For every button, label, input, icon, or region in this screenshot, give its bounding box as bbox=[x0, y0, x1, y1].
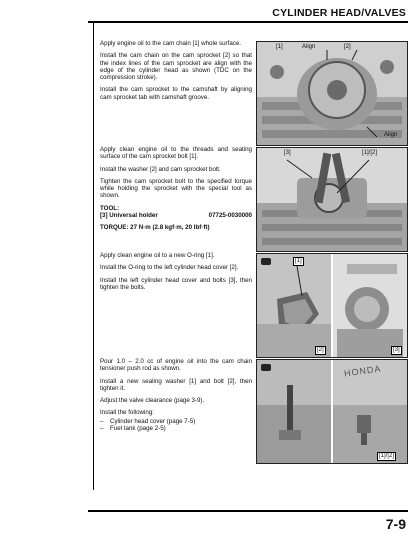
paragraph: Install the left cylinder head cover and bolts [3], then tighten the bolts. bbox=[100, 276, 252, 291]
section-4-text bbox=[100, 358, 252, 432]
callout-label: [1] bbox=[276, 44, 283, 50]
paragraph: Tighten the cam sprocket bolt to the specified torque while holding the sprocket with the special tool as shown. bbox=[100, 177, 252, 200]
callout-label: [1] bbox=[295, 258, 302, 264]
page-header-title: CYLINDER HEAD/VALVES bbox=[272, 7, 406, 19]
paragraph: Apply clean engine oil to a new O-ring [1]. bbox=[100, 252, 215, 259]
paragraph: Install the following: bbox=[100, 409, 154, 417]
section-3-text bbox=[100, 252, 252, 296]
tool-number: 07725-0030000 bbox=[208, 212, 252, 220]
section-1-text bbox=[100, 40, 252, 106]
paragraph: Apply engine oil to the cam chain [1] whole surface. bbox=[100, 40, 242, 47]
tool-name: [3] Universal holder bbox=[100, 212, 158, 220]
paragraph: Pour 1.0 – 2.0 cc of engine oil into the cam chain tensioner push rod as shown. bbox=[100, 358, 252, 373]
callout-label: [2] bbox=[317, 347, 324, 353]
photo-cam-chain bbox=[256, 41, 408, 146]
photo-tensioner-bolt bbox=[256, 359, 408, 464]
paragraph: Install the washer [2] and cam sprocket bolt. bbox=[100, 165, 221, 173]
tool-heading: TOOL: bbox=[100, 204, 120, 212]
paragraph: Install the cam chain on the cam sprocket [2] so that the index lines of the cam sprocket are align with the edge of the cylinder head as shown (TDC on the compression stroke). bbox=[100, 52, 252, 82]
left-margin-rule bbox=[93, 23, 94, 490]
callout-label: [3] bbox=[393, 347, 400, 353]
callout-label: [2] bbox=[344, 44, 351, 50]
paragraph: Adjust the valve clearance (page 3-9). bbox=[100, 397, 205, 405]
callout-label: [1]/[2] bbox=[362, 150, 378, 156]
photo-cam-sprocket-bolt bbox=[256, 147, 408, 252]
callout-label: Align bbox=[384, 132, 398, 138]
footer-rule bbox=[88, 510, 408, 512]
paragraph: Apply clean engine oil to the threads and seating surface of the cam sprocket bolt [1]. bbox=[100, 146, 252, 161]
paragraph: Install a new sealing washer [1] and bolt [2], then tighten it. bbox=[100, 377, 252, 392]
list-item: – Fuel tank (page 2-5) bbox=[100, 425, 166, 433]
section-2-text bbox=[100, 146, 252, 232]
honda-wordmark: HONDA bbox=[343, 363, 382, 379]
paragraph: Install the O-ring to the left cylinder head cover [2]. bbox=[100, 264, 239, 272]
photo-left-head-cover bbox=[256, 253, 408, 358]
paragraph: Install the cam sprocket to the camshaft by aligning cam sprocket tab with camshaft groove. bbox=[100, 86, 252, 101]
page-number: 7-9 bbox=[385, 516, 406, 532]
callout-label: Align bbox=[302, 44, 316, 50]
list-item: – Cylinder head cover (page 7-5) bbox=[100, 417, 196, 425]
callout-label: [3] bbox=[284, 150, 291, 156]
callout-label: [1]/[2] bbox=[379, 453, 395, 459]
oil-can-icon bbox=[261, 258, 271, 265]
torque-spec: TORQUE: 27 N·m (2.8 kgf·m, 20 lbf·ft) bbox=[100, 224, 210, 232]
header-rule bbox=[88, 21, 408, 23]
oil-can-icon bbox=[261, 364, 271, 371]
